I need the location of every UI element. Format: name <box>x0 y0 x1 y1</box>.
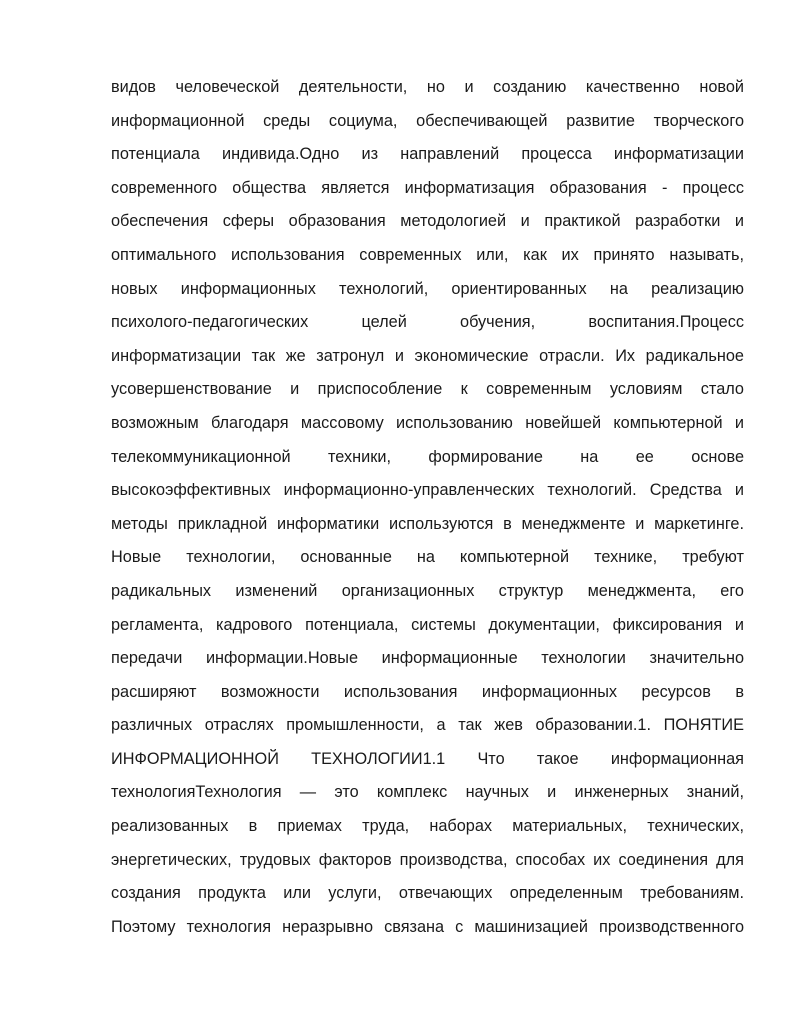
text-line: обеспечения сферы образования методологией и практикой разработки и <box>111 212 744 231</box>
body-text <box>111 71 744 944</box>
text-line: оптимального использования современных или, как их принято называть, <box>111 245 744 264</box>
text-line: методы прикладной информатики используются в менеджменте и маркетинге. <box>111 514 744 533</box>
text-line: новых информационных технологий, ориентированных на реализацию <box>111 279 744 298</box>
text-line: информатизации так же затронул и экономические отрасли. Их радикальное <box>111 346 744 365</box>
text-line: информационной среды социума, обеспечивающей развитие творческого <box>111 111 744 130</box>
text-line: ИНФОРМАЦИОННОЙ ТЕХНОЛОГИИ1.1 Что такое информационная <box>111 749 744 768</box>
text-line: реализованных в приемах труда, наборах материальных, технических, <box>111 817 744 836</box>
text-line: возможным благодаря массовому использованию новейшей компьютерной и <box>111 413 744 432</box>
text-line: технологияТехнология — это комплекс научных и инженерных знаний, <box>111 783 744 802</box>
text-line: потенциала индивида.Одно из направлений процесса информатизации <box>111 145 744 164</box>
text-line: современного общества является информатизация образования - процесс <box>111 178 744 197</box>
text-line: высокоэффективных информационно-управленческих технологий. Средства и <box>111 481 744 500</box>
text-line: создания продукта или услуги, отвечающих определенным требованиям. <box>111 884 744 903</box>
text-line: регламента, кадрового потенциала, системы документации, фиксирования и <box>111 615 744 634</box>
text-line: передачи информации.Новые информационные технологии значительно <box>111 649 744 668</box>
text-line: психолого-педагогических целей обучения, воспитания.Процесс <box>111 313 744 332</box>
text-line: расширяют возможности использования информационных ресурсов в <box>111 682 744 701</box>
text-line: усовершенствование и приспособление к современным условиям стало <box>111 380 744 399</box>
text-line: Поэтому технология неразрывно связана с машинизацией производственного <box>111 917 744 936</box>
text-line: радикальных изменений организационных структур менеджмента, его <box>111 581 744 600</box>
text-line: различных отраслях промышленности, а так жев образовании.1. ПОНЯТИЕ <box>111 716 744 735</box>
text-line: энергетических, трудовых факторов производства, способах их соединения для <box>111 850 744 869</box>
text-line: Новые технологии, основанные на компьютерной технике, требуют <box>111 548 744 567</box>
text-line: телекоммуникационной техники, формирование на ее основе <box>111 447 744 466</box>
text-line: видов человеческой деятельности, но и созданию качественно новой <box>111 78 744 96</box>
